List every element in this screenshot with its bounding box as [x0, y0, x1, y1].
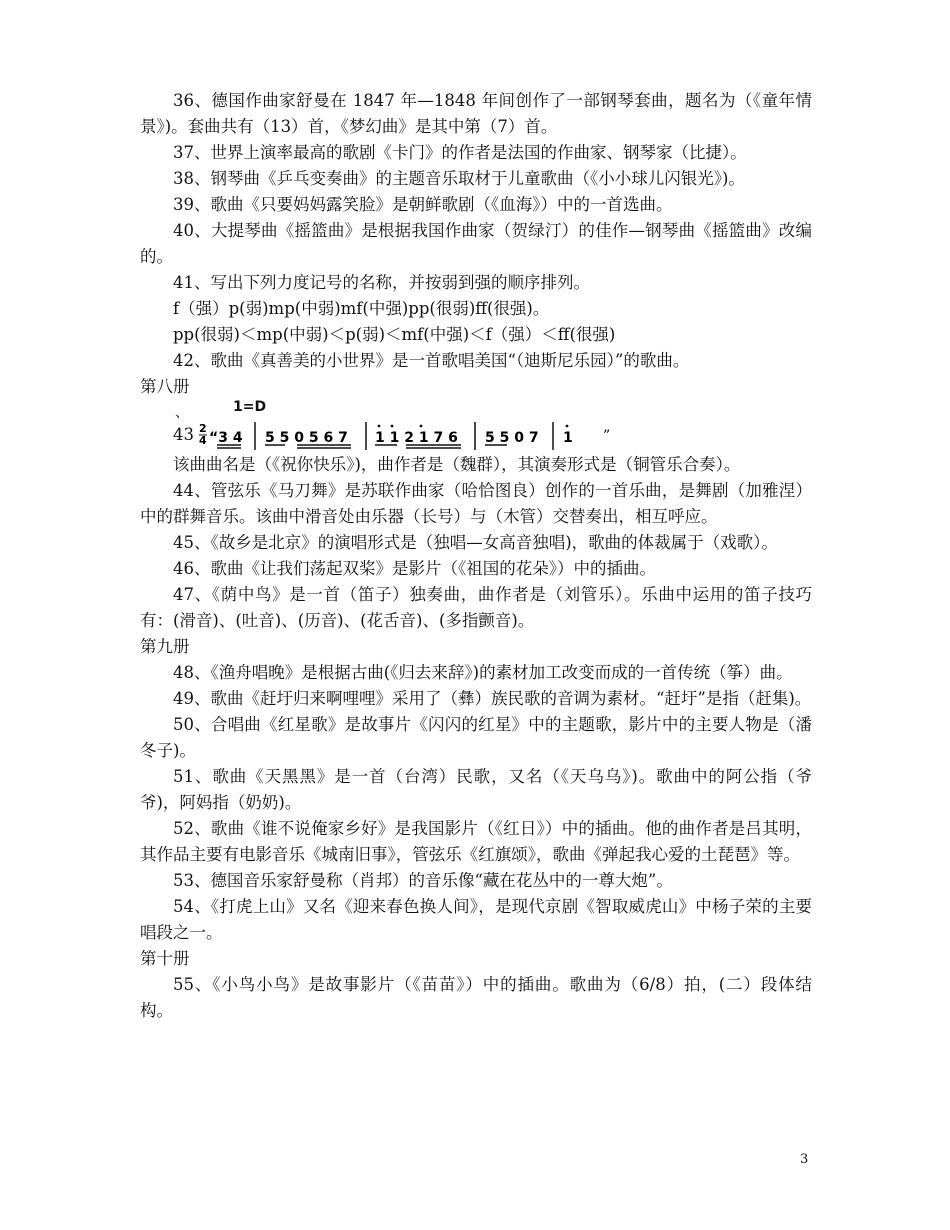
score-item-mark: 、 — [175, 405, 189, 421]
svg-text:5 5 0 5 6 7: 5 5 0 5 6 7 — [265, 430, 348, 446]
question-paragraph: 38、钢琴曲《乒乓变奏曲》的主题音乐取材于儿童歌曲（《小小球儿闪银光》)。 — [173, 169, 745, 188]
question-paragraph: f（强）p(弱)mp(中弱)mf(中强)pp(很弱)ff(很强)。 — [173, 299, 550, 318]
question-paragraph: 该曲曲名是（《祝你快乐》)，曲作者是（魏群），其演奏形式是（铜管乐合奏）。 — [173, 455, 741, 474]
svg-text:“3 4: “3 4 — [209, 430, 243, 446]
question-paragraph: 41、写出下列力度记号的名称，并按弱到强的顺序排列。 — [173, 273, 590, 292]
question-paragraph: 44、管弦乐《马刀舞》是苏联作曲家（哈恰图良）创作的一首乐曲，是舞剧（加雅涅）中的群舞音乐。该曲中滑音处由乐器（长号）与（木管）交替奏出，相互呼应。 — [140, 481, 812, 526]
question-paragraph: 53、德国音乐家舒曼称（肖邦）的音乐像“藏在花丛中的一尊大炮”。 — [173, 871, 673, 890]
section-heading: 第九册 — [140, 637, 190, 656]
question-paragraph: pp(很弱)＜mp(中弱)＜p(弱)＜mf(中强)＜f（强）＜ff(很强) — [173, 325, 616, 344]
question-paragraph: 47、《荫中鸟》是一首（笛子）独奏曲，曲作者是（刘管乐）。乐曲中运用的笛子技巧有：(滑音)、(吐音)、(历音)、(花舌音)、(多指颤音)。 — [140, 585, 812, 630]
score-key-signature: 1=D — [233, 399, 267, 415]
section-heading: 第十册 — [140, 949, 190, 968]
question-paragraph: 46、歌曲《让我们荡起双桨》是影片（《祖国的花朵》）中的插曲。 — [173, 559, 656, 578]
question-paragraph: 55、《小鸟小鸟》是故事影片（《苗苗》）中的插曲。歌曲为（6/8）拍，(二）段体结构。 — [140, 975, 812, 1020]
question-paragraph: 54、《打虎上山》又名《迎来春色换人间》，是现代京剧《智取威虎山》中杨子荣的主要唱段之一。 — [140, 897, 812, 942]
section-heading: 第八册 — [140, 377, 190, 396]
svg-text:4: 4 — [199, 434, 207, 447]
question-paragraph: 50、合唱曲《红星歌》是故事片《闪闪的红星》中的主题歌，影片中的主要人物是（潘冬子)。 — [140, 715, 812, 760]
question-paragraph: 39、歌曲《只要妈妈露笑脸》是朝鲜歌剧（《血海》）中的一首选曲。 — [173, 195, 673, 214]
page-number: 3 — [800, 1152, 809, 1167]
question-paragraph: 40、大提琴曲《摇篮曲》是根据我国作曲家（贺绿汀）的佳作—钢琴曲《摇篮曲》改编的。 — [140, 221, 812, 266]
question-paragraph: 45、《故乡是北京》的演唱形式是（独唱—女高音独唱)，歌曲的体裁属于（戏歌）。 — [173, 533, 778, 552]
svg-text:2: 2 — [199, 422, 207, 435]
svg-text:5 5 0 7: 5 5 0 7 — [485, 430, 539, 446]
svg-text:1: 1 — [563, 430, 573, 446]
question-paragraph: 52、歌曲《谁不说俺家乡好》是我国影片（《红日》）中的插曲。他的曲作者是吕其明，其作品主要有电影音乐《城南旧事》，管弦乐《红旗颂》，歌曲《弹起我心爱的土琵琶》等。 — [140, 819, 812, 864]
svg-text:”: ” — [603, 428, 611, 444]
music-score-item-43 — [173, 400, 812, 452]
question-paragraph: 48、《渔舟唱晚》是根据古曲(《归去来辞》)的素材加工改变而成的一首传统（筝）曲。 — [173, 663, 793, 682]
question-paragraph: 36、德国作曲家舒曼在 1847 年—1848 年间创作了一部钢琴套曲，题名为（《童年情景》)。套曲共有（13）首，《梦幻曲》是其中第（7）首。 — [140, 91, 812, 136]
question-paragraph: 49、歌曲《赶圩归来啊哩哩》采用了（彝）族民歌的音调为素材。“赶圩”是指（赶集)。 — [173, 689, 812, 708]
question-paragraph: 51、歌曲《天黑黑》是一首（台湾）民歌，又名（《天乌乌》)。歌曲中的阿公指（爷爷)，阿妈指（奶奶)。 — [140, 767, 812, 812]
score-item-number: 43 — [173, 425, 194, 444]
numbered-music-notation — [199, 400, 619, 452]
question-paragraph: 37、世界上演率最高的歌剧《卡门》的作者是法国的作曲家、钢琴家（比捷）。 — [173, 143, 747, 162]
paragraph-group-a — [140, 88, 812, 400]
document-body — [140, 88, 812, 1024]
svg-text:1 1 2 1 7 6: 1 1 2 1 7 6 — [375, 430, 458, 446]
question-paragraph: 42、歌曲《真善美的小世界》是一首歌唱美国“（迪斯尼乐园）”的歌曲。 — [173, 351, 690, 370]
paragraph-group-b — [140, 452, 812, 1024]
